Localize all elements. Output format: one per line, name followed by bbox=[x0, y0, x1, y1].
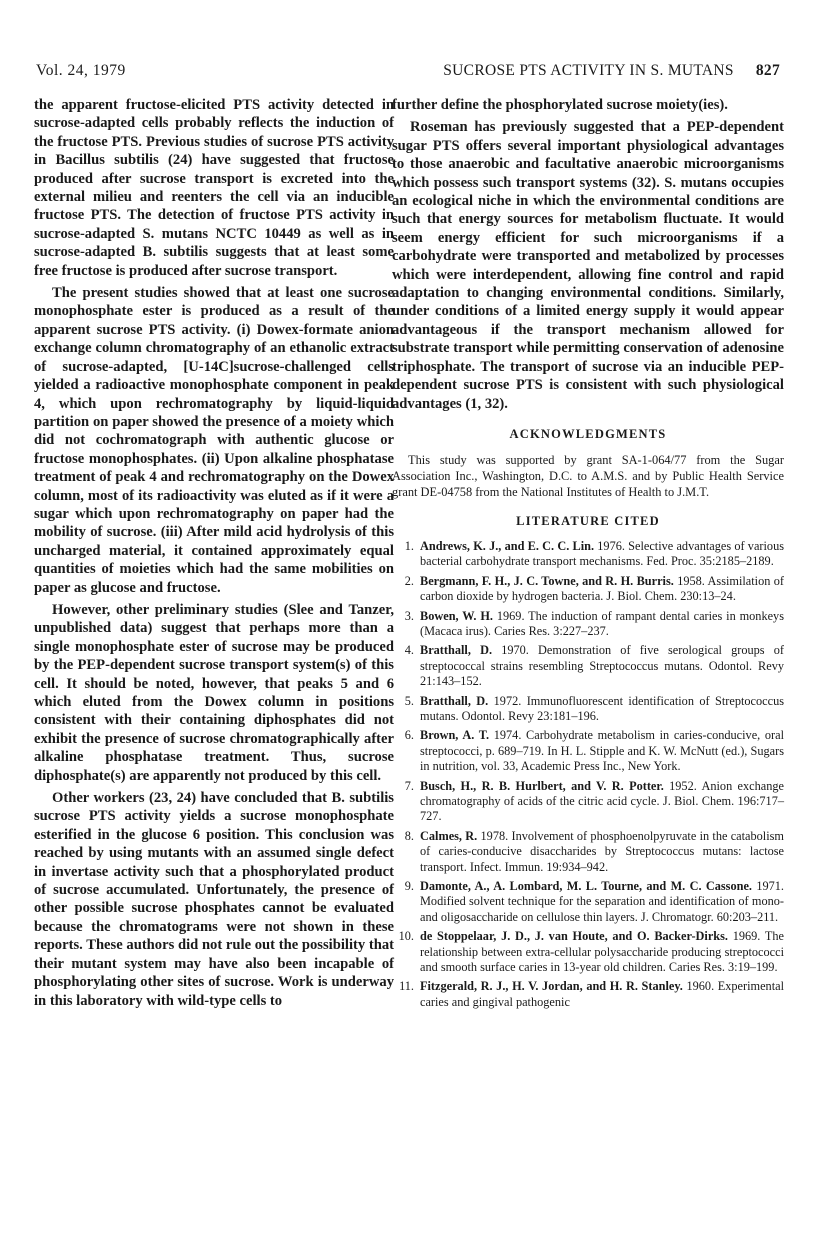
reference-authors: Fitzgerald, R. J., H. V. Jordan, and H. R. Stanley. bbox=[420, 979, 683, 994]
reference-item bbox=[392, 879, 784, 925]
reference-authors: Damonte, A., A. Lombard, M. L. Tourne, and M. C. Cassone. bbox=[420, 879, 752, 894]
acknowledgments-text: This study was supported by grant SA-1-064/77 from the Sugar Association Inc., Washington, D.C. to A.M.S. and by Public Health Service grant DE-04758 from the National Institutes of Health to J.M.T. bbox=[392, 452, 784, 499]
reference-item bbox=[392, 829, 784, 875]
reference-number: 11. bbox=[399, 979, 414, 994]
volume-label: Vol. 24, 1979 bbox=[36, 62, 126, 79]
reference-list bbox=[392, 539, 784, 1010]
reference-authors: Bratthall, D. bbox=[420, 643, 493, 658]
reference-number: 9. bbox=[404, 879, 414, 894]
reference-item bbox=[392, 539, 784, 570]
body-paragraph: However, other preliminary studies (Slee and Tanzer, unpublished data) suggest that perhaps more than a single monophosphate ester of sucrose may be produced by the PEP-dependent sucrose transport system(s) of this cell. It should be noted, however, that peaks 5 and 6 which eluted from the Dowex column in positions consistent with their containing diphosphates did not exhibit the presence of sucrose chromatographically after alkaline phosphatase treatment. Thus, sucrose diphosphate(s) are apparently not produced by this cell. bbox=[34, 601, 394, 784]
right-column bbox=[392, 96, 784, 1014]
reference-text: 1952. Anion exchange chromatography of acids of the citric acid cycle. J. Biol. Chem. 196:717–727. bbox=[420, 778, 784, 824]
reference-number: 7. bbox=[404, 778, 414, 793]
reference-text: 1976. Selective advantages of various bacterial carbohydrate transport mechanisms. Fed. Proc. 35:2185–2189. bbox=[420, 538, 784, 569]
reference-authors: Bratthall, D. bbox=[420, 693, 489, 708]
reference-authors: Brown, A. T. bbox=[420, 728, 490, 743]
reference-text: 1978. Involvement of phosphoenolpyruvate in the catabolism of caries-conducive disaccharides by Streptococcus mutans: lactose transport. Infect. Immun. 19:934–942. bbox=[420, 828, 784, 874]
reference-authors: Calmes, R. bbox=[420, 828, 478, 843]
reference-authors: Andrews, K. J., and E. C. C. Lin. bbox=[420, 538, 595, 553]
reference-authors: Busch, H., R. B. Hurlbert, and V. R. Potter. bbox=[420, 778, 664, 793]
reference-number: 1. bbox=[404, 538, 414, 553]
reference-item bbox=[392, 643, 784, 689]
reference-text: 1958. Assimilation of carbon dioxide by hydrogen bacteria. J. Biol. Chem. 230:13–24. bbox=[420, 573, 784, 604]
reference-number: 3. bbox=[404, 608, 414, 623]
reference-text: 1969. The induction of rampant dental caries in monkeys (Macaca irus). Caries Res. 3:227–237. bbox=[420, 608, 784, 638]
page-number: 827 bbox=[755, 62, 780, 79]
reference-number: 10. bbox=[398, 929, 414, 944]
reference-number: 5. bbox=[404, 693, 414, 708]
running-title: SUCROSE PTS ACTIVITY IN S. MUTANS bbox=[443, 62, 734, 79]
reference-item bbox=[392, 728, 784, 774]
body-paragraph: The present studies showed that at least one sucrose monophosphate ester is produced as a result of the apparent sucrose PTS activity. (i) Dowex-formate anion exchange column chromatography of an ethanolic extract of sucrose-adapted, [U-14C]sucrose-challenged cells yielded a radioactive monophosphate component in peak 4, which upon rechromatography by liquid-liquid partition on paper showed the presence of a moiety which did not cochromatograph with authentic glucose or fructose monophosphates. (ii) Upon alkaline phosphatase treatment of peak 4 and rechromatography on the Dowex column, most of its radioactivity was eluted as if it were a sugar which upon rechromatography on paper had the mobility of sucrose. (iii) After mild acid hydrolysis of this uncharged material, it contained approximately equal quantities of moieties which had the same mobilities on paper as glucose and fructose. bbox=[34, 285, 394, 596]
reference-item bbox=[392, 574, 784, 605]
reference-number: 6. bbox=[404, 728, 414, 743]
running-title-group bbox=[443, 62, 780, 80]
reference-text: 1969. The relationship between extra-cellular polysaccharide producing streptococci and smooth surface caries in 13-year old children. Caries Res. 3:19–199. bbox=[420, 929, 784, 975]
reference-text: 1974. Carbohydrate metabolism in caries-conducive, oral streptococci, p. 689–719. In H. L. Stipple and K. W. McNutt (ed.), Sugars in nutrition, vol. 33, Academic Press Inc., New York. bbox=[420, 728, 784, 774]
reference-authors: Bergmann, F. H., J. C. Towne, and R. H. Burris. bbox=[420, 573, 674, 588]
body-paragraph: further define the phosphorylated sucrose moiety(ies). bbox=[392, 97, 728, 113]
references-heading: LITERATURE CITED bbox=[516, 513, 660, 528]
left-column bbox=[34, 96, 394, 1010]
reference-authors: de Stoppelaar, J. D., J. van Houte, and O. Backer-Dirks. bbox=[420, 929, 728, 944]
running-head bbox=[36, 62, 780, 84]
reference-number: 4. bbox=[404, 643, 414, 658]
body-paragraph: the apparent fructose-elicited PTS activity detected in sucrose-adapted cells probably reflects the induction of the fructose PTS. Previous studies of sucrose PTS activity in Bacillus subtilis (24) have suggested that fructose produced after sucrose transport is excreted into the external milieu and reenters the cell via an inducible fructose PTS. The detection of fructose PTS activity in sucrose-adapted S. mutans NCTC 10449 as well as in sucrose-adapted B. subtilis suggests that at least some free fructose is produced after sucrose transport. bbox=[34, 97, 394, 279]
acknowledgments-heading: ACKNOWLEDGMENTS bbox=[509, 426, 667, 441]
reference-text: 1972. Immunofluorescent identification of Streptococcus mutans. Odontol. Revy 23:181–196. bbox=[420, 693, 784, 723]
reference-text: 1971. Modified solvent technique for the separation and identification of mono- and oligosaccharide on cellulose thin layers. J. Chromatogr. 60:203–211. bbox=[420, 879, 784, 924]
reference-text: 1970. Demonstration of five serological groups of streptococcal strains resembling Streptococcus mutans. Odontol. Revy 21:143–152. bbox=[420, 643, 785, 689]
body-paragraph: Other workers (23, 24) have concluded that B. subtilis sucrose PTS activity yields a sucrose monophosphate esterified in the glucose 6 position. This conclusion was reached by using mutants with an assumed single defect in invertase activity such that a phosphorylated product of sucrose accumulated. Unfortunately, the presence of other possible sucrose phosphates cannot be evaluated because the chromatograms were not shown in these reports. These authors did not rule out the possibility that their mutant system may have also been incapable of phosphorylating other sites of sucrose. Work is underway in this laboratory with wild-type cells to bbox=[34, 790, 394, 1009]
reference-text: 1960. Experimental caries and gingival pathogenic bbox=[420, 979, 784, 1009]
reference-authors: Bowen, W. H. bbox=[420, 608, 493, 623]
reference-item bbox=[392, 979, 784, 1010]
reference-number: 8. bbox=[404, 828, 414, 843]
reference-item bbox=[392, 929, 784, 975]
body-paragraph: Roseman has previously suggested that a PEP-dependent sugar PTS offers several important physiological advantages to those anaerobic and facultative anaerobic microorganisms which possess such transport systems (32). S. mutans occupies an ecological niche in which the environmental conditions are such that energy sources for metabolism fluctuate. It would seem energy efficient for such microorganisms if a carbohydrate were transported and metabolized by processes which were interdependent, allowing fine control and rapid adaptation to changing environmental conditions. Similarly, under conditions of a limited energy supply it would appear advantageous if the transport mechanism allowed for substrate transport while permitting conservation of adenosine triphosphate. The transport of sucrose via an inducible PEP-dependent sucrose PTS is consistent with such physiological advantages (1, 32). bbox=[392, 119, 784, 412]
reference-item bbox=[392, 694, 784, 725]
reference-number: 2. bbox=[404, 573, 414, 588]
reference-item bbox=[392, 609, 784, 640]
reference-item bbox=[392, 779, 784, 825]
